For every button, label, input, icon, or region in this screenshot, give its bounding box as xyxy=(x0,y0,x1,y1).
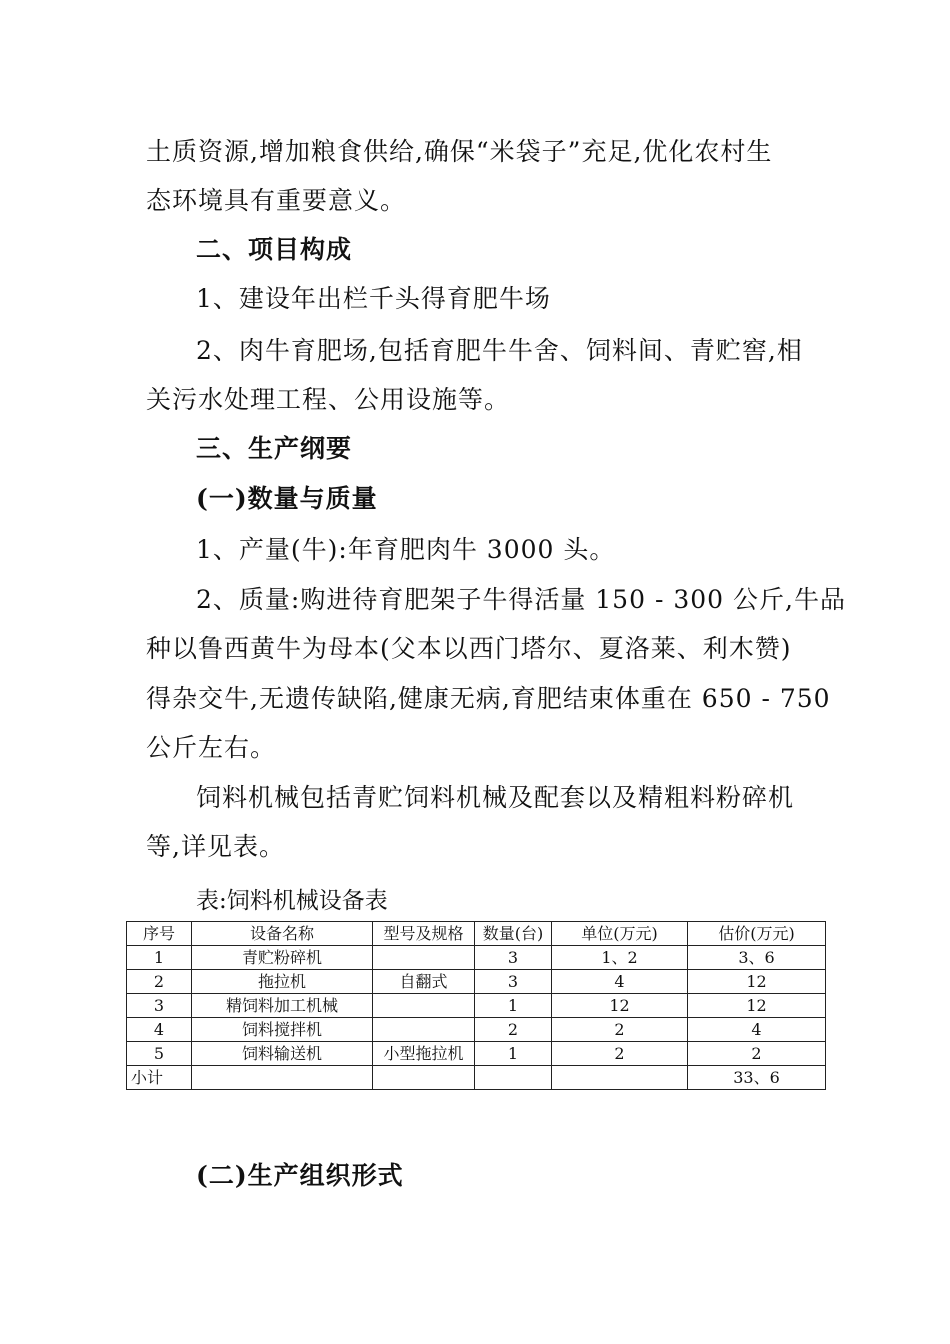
table-cell: 1、2 xyxy=(552,946,688,970)
table-header-row xyxy=(127,922,826,946)
table-row xyxy=(127,946,826,970)
table-row xyxy=(127,970,826,994)
table-cell: 12 xyxy=(688,994,826,1018)
table-cell: 1 xyxy=(475,1042,552,1066)
list-item: 2、质量:购进待育肥架子牛得活量 150 - 300 公斤,牛品 xyxy=(196,585,846,614)
table-cell: 饲料搅拌机 xyxy=(192,1018,373,1042)
table-cell: 3 xyxy=(475,946,552,970)
table-caption: 表:饲料机械设备表 xyxy=(196,888,388,914)
subtotal-label: 小计 xyxy=(127,1066,192,1090)
table-row xyxy=(127,1042,826,1066)
table-cell: 青贮粉碎机 xyxy=(192,946,373,970)
subsection-heading: (一)数量与质量 xyxy=(196,484,378,513)
paragraph-line: 等,详见表。 xyxy=(146,832,285,861)
table-row xyxy=(127,994,826,1018)
table-cell: 3、6 xyxy=(688,946,826,970)
list-item: 1、建设年出栏千头得育肥牛场 xyxy=(196,284,551,313)
table-cell: 12 xyxy=(552,994,688,1018)
paragraph-line: 土质资源,增加粮食供给,确保“米袋子”充足,优化农村生 xyxy=(146,137,773,166)
table-cell: 2 xyxy=(552,1042,688,1066)
subsection-heading: (二)生产组织形式 xyxy=(196,1161,404,1190)
paragraph-line: 得杂交牛,无遗传缺陷,健康无病,育肥结束体重在 650 - 750 xyxy=(146,684,831,713)
section-heading: 二、项目构成 xyxy=(196,235,353,264)
table-cell: 2 xyxy=(475,1018,552,1042)
section-heading: 三、生产纲要 xyxy=(196,434,353,463)
table-cell: 4 xyxy=(552,970,688,994)
table-cell: 饲料输送机 xyxy=(192,1042,373,1066)
table-cell xyxy=(475,1066,552,1090)
paragraph-line: 饲料机械包括青贮饲料机械及配套以及精粗料粉碎机 xyxy=(196,783,795,812)
equipment-table xyxy=(126,921,826,1090)
paragraph-line: 公斤左右。 xyxy=(146,733,277,762)
table-cell: 12 xyxy=(688,970,826,994)
paragraph-line: 态环境具有重要意义。 xyxy=(146,186,407,215)
col-header: 型号及规格 xyxy=(373,922,475,946)
table-cell: 3 xyxy=(127,994,192,1018)
col-header: 单位(万元) xyxy=(552,922,688,946)
col-header: 序号 xyxy=(127,922,192,946)
table-cell: 4 xyxy=(127,1018,192,1042)
col-header: 设备名称 xyxy=(192,922,373,946)
table-cell: 2 xyxy=(552,1018,688,1042)
col-header: 数量(台) xyxy=(475,922,552,946)
list-item: 1、产量(牛):年育肥肉牛 3000 头。 xyxy=(196,535,616,564)
table-cell: 精饲料加工机械 xyxy=(192,994,373,1018)
list-item: 2、肉牛育肥场,包括育肥牛牛舍、饲料间、青贮窖,相 xyxy=(196,336,803,365)
table-cell xyxy=(192,1066,373,1090)
table-cell xyxy=(373,946,475,970)
table-cell: 拖拉机 xyxy=(192,970,373,994)
table-cell: 2 xyxy=(127,970,192,994)
table-cell: 5 xyxy=(127,1042,192,1066)
table-cell xyxy=(552,1066,688,1090)
table-cell xyxy=(373,994,475,1018)
subtotal-value: 33、6 xyxy=(688,1066,826,1090)
table-subtotal-row xyxy=(127,1066,826,1090)
table-cell: 1 xyxy=(127,946,192,970)
table-cell: 2 xyxy=(688,1042,826,1066)
table-cell xyxy=(373,1018,475,1042)
table-cell: 4 xyxy=(688,1018,826,1042)
table-cell: 自翻式 xyxy=(373,970,475,994)
col-header: 估价(万元) xyxy=(688,922,826,946)
table-cell: 小型拖拉机 xyxy=(373,1042,475,1066)
paragraph-line: 种以鲁西黄牛为母本(父本以西门塔尔、夏洛莱、利木赞) xyxy=(146,634,792,663)
paragraph-line: 关污水处理工程、公用设施等。 xyxy=(146,385,511,414)
table-cell: 3 xyxy=(475,970,552,994)
table-cell xyxy=(373,1066,475,1090)
table-row xyxy=(127,1018,826,1042)
table-cell: 1 xyxy=(475,994,552,1018)
